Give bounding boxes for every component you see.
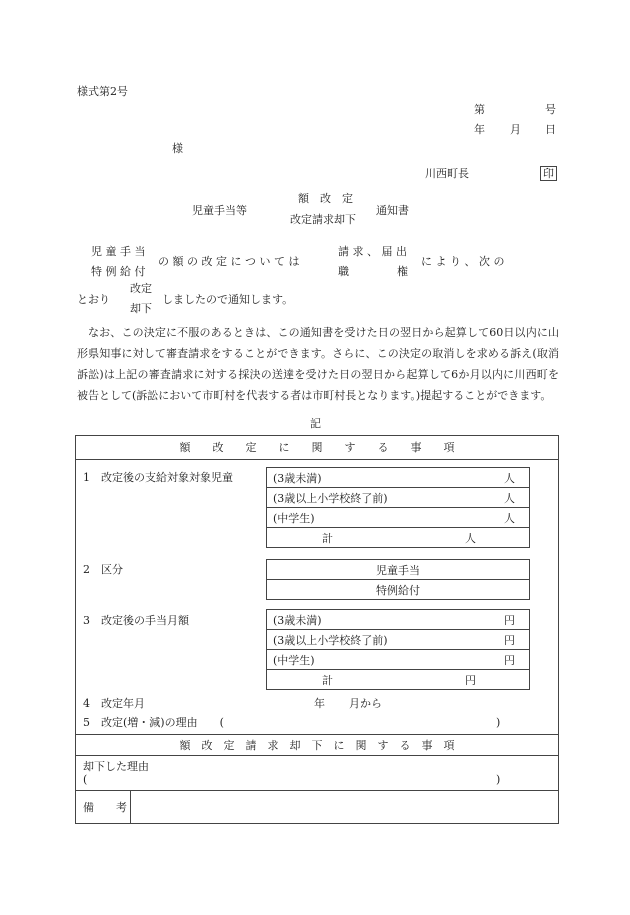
divider: [267, 507, 529, 508]
body-text-2: に よ り 、 次 の: [421, 255, 505, 268]
children-row-label: (中学生): [273, 512, 315, 525]
divider: [267, 629, 529, 630]
reject-close: ): [496, 773, 501, 786]
remarks-divider: [130, 791, 131, 823]
title-right: 通知書: [376, 204, 409, 217]
children-row-unit: 人: [504, 492, 515, 505]
children-total-unit: 人: [465, 532, 476, 545]
item1-label: 1 改定後の支給対象対象児童: [83, 471, 233, 484]
children-row-label: (3歳以上小学校終了前): [273, 492, 388, 505]
divider: [76, 755, 558, 756]
amount-row-label: (3歳以上小学校終了前): [273, 634, 388, 647]
item5-label: 5 改定(増・減)の理由 (: [83, 716, 224, 729]
divider: [76, 734, 558, 735]
item5-close: ): [496, 716, 501, 729]
choice-kyakka: 却下: [130, 302, 152, 315]
divider: [76, 790, 558, 791]
amount-total-unit: 円: [465, 674, 476, 687]
date-day: 日: [545, 123, 556, 136]
choice-jidou-teate: 児 童 手 当: [91, 245, 146, 258]
choice-seikyu-todokede: 請 求 、 届 出: [338, 245, 407, 258]
amount-row-label: (中学生): [273, 654, 315, 667]
children-total-label: 計: [322, 532, 333, 545]
body-text-3: しましたので通知します。: [162, 293, 294, 306]
item2-label: 2 区分: [83, 563, 123, 576]
amount-row-unit: 円: [504, 614, 515, 627]
kubun-option: 特例給付: [376, 584, 420, 597]
divider: [267, 669, 529, 670]
reject-reason-label: 却下した理由: [83, 760, 149, 773]
title-left: 児童手当等: [192, 204, 247, 217]
title-top: 額 改 定: [298, 192, 353, 205]
date-year: 年: [474, 123, 485, 136]
amount-row-unit: 円: [504, 654, 515, 667]
item4-year: 年: [314, 697, 325, 710]
choice-ken: 権: [397, 265, 408, 278]
divider: [267, 527, 529, 528]
amount-row-label: (3歳未満): [273, 614, 322, 627]
reject-open: (: [83, 773, 88, 786]
children-row-unit: 人: [504, 512, 515, 525]
kubun-box: [266, 559, 530, 600]
number-dai: 第: [474, 103, 485, 116]
date-month: 月: [510, 123, 521, 136]
section2-title: 額 改 定 請 求 却 下 に 関 す る 事 項: [179, 739, 455, 752]
item3-label: 3 改定後の手当月額: [83, 614, 189, 627]
kubun-option: 児童手当: [376, 564, 420, 577]
seal-box: 印: [540, 166, 557, 181]
amount-total-label: 計: [322, 674, 333, 687]
form-number: 様式第2号: [77, 85, 128, 98]
appeal-notice-paragraph: なお、この決定に不服のあるときは、この通知書を受けた日の翌日から起算して60日以内に山形県知事に対して審査請求をすることができます。さらに、この決定の取消しを求める訴え(取消訴訟)は上記の審査請求に対する採決の送達を受けた日の翌日から起算して6か月以内に川西町を被告として(訴訟において市町村を代表する者は市町村長となります。)提起することができます。: [77, 326, 559, 402]
title-bottom: 改定請求却下: [290, 213, 356, 226]
section1-title: 額 改 定 に 関 す る 事 項: [179, 441, 455, 454]
amount-box: [266, 609, 530, 690]
divider: [267, 579, 529, 580]
divider: [76, 459, 558, 460]
choice-kaitei: 改定: [130, 282, 152, 295]
children-row-unit: 人: [504, 472, 515, 485]
choice-shoku: 職: [338, 265, 349, 278]
choice-tokurei-kyufu: 特 例 給 付: [91, 265, 146, 278]
body-tori: とおり: [77, 293, 110, 306]
divider: [267, 487, 529, 488]
ki-heading: 記: [310, 417, 321, 430]
detail-table: [75, 435, 559, 824]
body-text-1: の 額 の 改 定 に つ い て は: [158, 255, 300, 268]
divider: [267, 649, 529, 650]
item4-label: 4 改定年月: [83, 697, 145, 710]
number-go: 号: [545, 103, 556, 116]
item4-month: 月から: [349, 697, 382, 710]
mayor-name: 川西町長: [425, 167, 469, 180]
children-row-label: (3歳未満): [273, 472, 322, 485]
addressee-sama: 様: [172, 142, 183, 155]
children-count-box: [266, 467, 530, 548]
amount-row-unit: 円: [504, 634, 515, 647]
remarks-label: 備 考: [83, 801, 127, 814]
